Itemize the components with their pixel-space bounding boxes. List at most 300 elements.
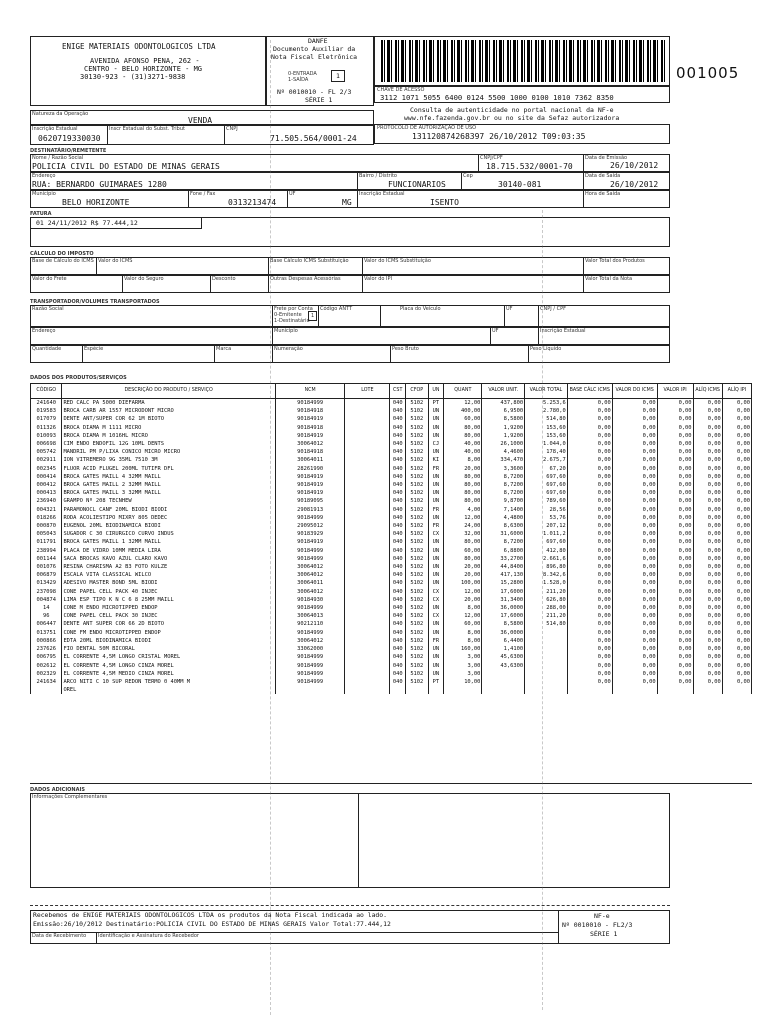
table-cell: UN — [428, 547, 444, 555]
table-cell: 30064012 — [275, 571, 345, 579]
table-cell: 0,00 — [612, 506, 657, 514]
transport-ie-label: Inscrição Estadual — [540, 328, 586, 334]
table-cell: 0,00 — [693, 604, 722, 612]
table-cell: 0,00 — [722, 456, 751, 464]
table-cell: 36,0000 — [482, 629, 525, 637]
table-cell: 5102 — [406, 473, 428, 481]
table-cell: 67,20 — [525, 465, 568, 473]
danfe-title: DANFE — [308, 37, 328, 45]
table-cell — [428, 686, 444, 694]
transport-qty-label: Quantidade — [32, 346, 62, 352]
ie-label: Inscrição Estadual — [32, 126, 78, 132]
table-cell: LIMA ESP TIPO K N C 6 8 25MM MAILL — [62, 596, 275, 604]
danfe-subtitle-2: Nota Fiscal Eletrônica — [271, 53, 358, 61]
table-cell — [657, 686, 693, 694]
table-cell: 0,00 — [567, 399, 612, 408]
table-cell: 5102 — [406, 489, 428, 497]
tax-freight-label: Valor do Frete — [32, 276, 67, 282]
recipient-phone-label: Fone / Fax — [190, 191, 216, 197]
table-cell: ION VITREMERO 9G 35ML 7510 3M — [62, 456, 275, 464]
table-cell: 040 — [390, 465, 406, 473]
col-icms-rate: ALÍQ ICMS — [693, 384, 722, 399]
additional-section: DADOS ADICIONAIS — [30, 787, 85, 793]
table-cell: 010093 — [31, 432, 62, 440]
table-cell: 040 — [390, 596, 406, 604]
table-cell: 0,00 — [693, 662, 722, 670]
transport-plate-label: Placa do Veículo — [400, 306, 441, 312]
danfe-serie: SÉRIE 1 — [305, 96, 333, 104]
transport-address-label: Endereço — [32, 328, 56, 334]
emitter-address: AVENIDA AFONSO PENA, 262 - — [90, 57, 200, 65]
table-cell: EL CORRENTE 4,5M LONGO CINZA MOREL — [62, 662, 275, 670]
tax-other-label: Outras Despesas Acessórias — [270, 276, 341, 282]
table-cell: 0,00 — [722, 489, 751, 497]
table-cell: 004874 — [31, 596, 62, 604]
table-cell: 90184919 — [275, 415, 345, 423]
table-cell: 040 — [390, 456, 406, 464]
table-cell: BROCA GATES MAILL 2 32MM MAILL — [62, 481, 275, 489]
table-cell: 0,00 — [612, 653, 657, 661]
table-cell: 040 — [390, 538, 406, 546]
table-cell: 0,00 — [657, 473, 693, 481]
table-cell: 0,00 — [657, 530, 693, 538]
table-row — [31, 596, 752, 604]
table-row — [31, 456, 752, 464]
table-cell: 0,00 — [612, 670, 657, 678]
transport-section: TRANSPORTADOR/VOLUMES TRANSPORTADOS — [30, 299, 160, 305]
table-cell: 000413 — [31, 489, 62, 497]
col-ncm: NCM — [275, 384, 345, 399]
table-cell: 28,56 — [525, 506, 568, 514]
table-cell: 0,00 — [657, 653, 693, 661]
table-cell: FR — [428, 637, 444, 645]
table-cell: CONE PAPEL CELL PACK 40 INJEC — [62, 588, 275, 596]
table-cell: 20,00 — [444, 563, 482, 571]
table-cell: 0,00 — [693, 547, 722, 555]
table-cell: 0,00 — [722, 596, 751, 604]
table-cell: 000870 — [31, 522, 62, 530]
tax-base-icms-label: Base de Cálculo do ICMS — [32, 258, 94, 264]
table-cell: EUGENOL 20ML BIODINAMICA BIODI — [62, 522, 275, 530]
table-cell: 0,00 — [657, 514, 693, 522]
danfe-saida: 1-SAÍDA — [288, 77, 309, 83]
table-cell — [345, 473, 390, 481]
table-cell: UN — [428, 653, 444, 661]
transport-uf-label: UF — [506, 306, 513, 312]
table-cell: FR — [428, 506, 444, 514]
table-cell: 0,00 — [693, 415, 722, 423]
table-cell: FR — [428, 522, 444, 530]
table-cell: 040 — [390, 612, 406, 620]
table-cell: SACA BROCAS KAVO AZUL CLARO KAVO — [62, 555, 275, 563]
table-cell — [345, 415, 390, 423]
table-cell: 32,00 — [444, 530, 482, 538]
table-cell: 0,00 — [612, 415, 657, 423]
table-cell — [345, 662, 390, 670]
table-cell: 80,00 — [444, 497, 482, 505]
recipient-uf-label: UF — [289, 191, 296, 197]
table-cell: 0,00 — [612, 448, 657, 456]
table-cell: 90184999 — [275, 678, 345, 686]
table-cell: 8,6300 — [482, 522, 525, 530]
table-row — [31, 612, 752, 620]
table-cell: 0,00 — [567, 415, 612, 423]
table-cell: 90184999 — [275, 662, 345, 670]
emitter-name: ENIGE MATERIAIS ODONTOLOGICOS LTDA — [62, 42, 216, 51]
table-cell: 90184999 — [275, 629, 345, 637]
table-cell: 30064012 — [275, 563, 345, 571]
col-unit-value: VALOR UNIT. — [482, 384, 525, 399]
table-cell: BROCA CARB AR 1557 MICRODONT MICRO — [62, 407, 275, 415]
transport-freight-label: Frete por Conta — [274, 306, 313, 312]
table-cell: 5102 — [406, 571, 428, 579]
table-cell: 30064011 — [275, 456, 345, 464]
table-row — [31, 481, 752, 489]
table-cell: UN — [428, 481, 444, 489]
table-cell: DENTE ANT/SUPER COR 62 1M BIOTO — [62, 415, 275, 423]
table-cell: 0,00 — [693, 514, 722, 522]
table-cell: 0,00 — [567, 407, 612, 415]
table-cell: 013429 — [31, 579, 62, 587]
table-cell — [406, 686, 428, 694]
table-cell: 0,00 — [657, 465, 693, 473]
table-row — [31, 579, 752, 587]
receipt-number: Nº 0010010 - FL2/3 — [562, 921, 633, 929]
table-cell: 0,00 — [657, 571, 693, 579]
table-cell: 9,8700 — [482, 497, 525, 505]
table-cell: 040 — [390, 489, 406, 497]
table-cell: 0,00 — [693, 424, 722, 432]
table-cell: 0,00 — [567, 596, 612, 604]
table-row — [31, 489, 752, 497]
table-cell: 0,00 — [612, 604, 657, 612]
table-cell — [444, 686, 482, 694]
table-cell: 153,60 — [525, 424, 568, 432]
recipient-name-label: Nome / Razão Social — [32, 155, 84, 161]
table-cell — [345, 563, 390, 571]
table-cell: 040 — [390, 473, 406, 481]
table-cell — [612, 686, 657, 694]
emitter-district: CENTRO - BELO HORIZONTE - MG — [84, 65, 203, 73]
col-ipi-rate: ALÍQ IPI — [722, 384, 751, 399]
table-cell: 0,00 — [722, 571, 751, 579]
table-row — [31, 399, 752, 408]
table-cell: GRAMPO Nº 208 TECNHEW — [62, 497, 275, 505]
table-row — [31, 424, 752, 432]
table-cell: 96 — [31, 612, 62, 620]
table-row — [31, 547, 752, 555]
scan-mark — [542, 210, 543, 1010]
table-cell: 5102 — [406, 522, 428, 530]
table-cell: 040 — [390, 563, 406, 571]
table-row — [31, 415, 752, 423]
table-row — [31, 604, 752, 612]
table-cell: 1,4100 — [482, 645, 525, 653]
table-cell: UN — [428, 555, 444, 563]
table-cell: 697,60 — [525, 473, 568, 481]
table-cell: 5102 — [406, 506, 428, 514]
col-cst: CST — [390, 384, 406, 399]
table-cell — [693, 686, 722, 694]
table-row — [31, 645, 752, 653]
table-cell: 80,00 — [444, 481, 482, 489]
table-cell: UN — [428, 629, 444, 637]
table-cell: 30064012 — [275, 440, 345, 448]
table-row — [31, 563, 752, 571]
table-cell: UN — [428, 662, 444, 670]
table-cell: 0,00 — [657, 620, 693, 628]
exit-date: 26/10/2012 — [610, 180, 659, 189]
table-cell: RED CALC PA 5000 DIEFARMA — [62, 399, 275, 408]
table-cell: 0,00 — [693, 522, 722, 530]
table-cell: 5102 — [406, 620, 428, 628]
table-cell: 001076 — [31, 563, 62, 571]
table-cell: PT — [428, 399, 444, 408]
table-cell: 8,00 — [444, 456, 482, 464]
table-cell: 0,00 — [693, 637, 722, 645]
table-cell: 29095012 — [275, 522, 345, 530]
emitter-cep-phone: 30130-923 - (31)3271-9838 — [80, 73, 186, 81]
table-cell: 0,00 — [657, 497, 693, 505]
table-cell: 006879 — [31, 571, 62, 579]
table-cell: 0,00 — [657, 670, 693, 678]
table-cell: 0,00 — [657, 547, 693, 555]
table-cell: 040 — [390, 440, 406, 448]
table-cell: 514,80 — [525, 620, 568, 628]
table-cell: 0,00 — [612, 514, 657, 522]
table-cell: UN — [428, 579, 444, 587]
access-consult-1: Consulta de autenticidade no portal nacional da NF-e — [410, 106, 614, 114]
table-cell: 0,00 — [657, 432, 693, 440]
table-cell: 0,00 — [612, 662, 657, 670]
table-cell: 90184918 — [275, 407, 345, 415]
table-cell: BROCA GATES MAILL 3 32MM MAILL — [62, 489, 275, 497]
invoice-section: FATURA — [30, 211, 52, 217]
tax-insurance-label: Valor do Seguro — [124, 276, 164, 282]
recipient-city: BELO HORIZONTE — [62, 198, 130, 207]
table-cell — [345, 448, 390, 456]
table-cell: 005742 — [31, 448, 62, 456]
table-cell: 0,00 — [693, 678, 722, 686]
table-cell: 40,00 — [444, 448, 482, 456]
table-cell: 040 — [390, 415, 406, 423]
table-cell: 90184999 — [275, 514, 345, 522]
table-cell: 20,00 — [444, 596, 482, 604]
table-cell: ADESIVO MASTER BOND 5ML BIODI — [62, 579, 275, 587]
table-cell: RESINA CHARISMA A2 B3 FOTO KULZE — [62, 563, 275, 571]
danfe-entrada: 0-ENTRADA — [288, 71, 317, 77]
table-row — [31, 571, 752, 579]
table-cell: 0,00 — [722, 415, 751, 423]
table-cell: 5102 — [406, 662, 428, 670]
table-cell: 90184999 — [275, 555, 345, 563]
table-cell: 31,6000 — [482, 530, 525, 538]
col-unit: UN — [428, 384, 444, 399]
table-cell: 0,00 — [722, 465, 751, 473]
table-cell: PARAMONOCL CANF 20ML BIODI BIODI — [62, 506, 275, 514]
receipt-date-label: Data de Recebimento — [32, 933, 87, 939]
table-cell: 040 — [390, 571, 406, 579]
table-cell: 0,00 — [693, 473, 722, 481]
table-cell: 0,00 — [567, 538, 612, 546]
col-cfop: CFOP — [406, 384, 428, 399]
table-cell: 0,00 — [567, 579, 612, 587]
document-number: 001005 — [676, 64, 740, 82]
table-cell: 207,12 — [525, 522, 568, 530]
table-cell: 040 — [390, 678, 406, 686]
table-row — [31, 670, 752, 678]
table-cell: 0,00 — [657, 407, 693, 415]
table-cell: 90184999 — [275, 547, 345, 555]
table-cell: 3,00 — [444, 662, 482, 670]
table-cell: 334,470 — [482, 456, 525, 464]
table-cell: ARCO NITI C 10 SUP REDON TERMO 0 40MM M — [62, 678, 275, 686]
table-cell: 90184919 — [275, 432, 345, 440]
table-cell: 0,00 — [657, 555, 693, 563]
table-cell: 0,00 — [722, 555, 751, 563]
table-cell: 0,00 — [657, 563, 693, 571]
transport-uf2-label: UF — [492, 328, 499, 334]
table-cell: 0,00 — [722, 645, 751, 653]
table-cell: 0,00 — [567, 448, 612, 456]
transport-emitente-label: 0-Emitente — [274, 312, 302, 318]
table-cell: 0,00 — [722, 678, 751, 686]
table-cell — [525, 662, 568, 670]
table-cell: 90184930 — [275, 596, 345, 604]
table-cell: 0,00 — [567, 670, 612, 678]
table-cell: 0,00 — [567, 563, 612, 571]
table-cell: 30064012 — [275, 637, 345, 645]
freight-value: 1 — [311, 313, 315, 319]
table-cell: 0,00 — [722, 670, 751, 678]
receipt-line-2: Emissão:26/10/2012 Destinatário:POLICIA CIVIL DO ESTADO DE MINAS GERAIS Valor Total:77.444,12 — [33, 920, 391, 928]
table-cell: 004321 — [31, 506, 62, 514]
table-cell — [345, 432, 390, 440]
table-cell: 80,00 — [444, 473, 482, 481]
table-cell: 30064011 — [275, 579, 345, 587]
table-cell — [525, 670, 568, 678]
table-cell: 002612 — [31, 662, 62, 670]
table-cell: 0,00 — [612, 588, 657, 596]
table-row — [31, 407, 752, 415]
table-cell: PT — [428, 678, 444, 686]
recipient-cep: 30140-081 — [498, 180, 542, 189]
receipt-nfe: NF-e — [594, 912, 610, 920]
table-cell: 237626 — [31, 645, 62, 653]
table-cell: 0,00 — [612, 563, 657, 571]
cnpj-value: 71.505.564/0001-24 — [270, 134, 357, 143]
table-cell: 0,00 — [722, 481, 751, 489]
table-cell: CX — [428, 596, 444, 604]
table-cell: DENTE ANT SUPER COR 66 2D BIOTO — [62, 620, 275, 628]
table-cell — [345, 489, 390, 497]
recipient-ie: ISENTO — [430, 198, 459, 207]
exit-time-label: Hora de Saída — [585, 191, 621, 197]
table-row — [31, 686, 752, 694]
table-cell: 040 — [390, 424, 406, 432]
recipient-address-label: Endereço — [32, 173, 56, 179]
table-cell: 45,6300 — [482, 653, 525, 661]
table-row — [31, 432, 752, 440]
recipient-name: POLICIA CIVIL DO ESTADO DE MINAS GERAIS — [32, 162, 220, 171]
table-cell: UN — [428, 489, 444, 497]
table-cell: 0,00 — [567, 645, 612, 653]
col-lot: LOTE — [345, 384, 390, 399]
table-cell: 0,00 — [693, 440, 722, 448]
table-cell: 0,00 — [693, 588, 722, 596]
table-cell — [482, 686, 525, 694]
table-cell — [345, 530, 390, 538]
table-cell: CX — [428, 588, 444, 596]
table-cell: UN — [428, 407, 444, 415]
table-cell: 0,00 — [693, 555, 722, 563]
table-cell: 24,00 — [444, 522, 482, 530]
table-cell: 0,00 — [657, 522, 693, 530]
recipient-ie-label: Inscrição Estadual — [359, 191, 405, 197]
table-cell: 001144 — [31, 555, 62, 563]
table-cell: UN — [428, 415, 444, 423]
table-cell: 8,00 — [444, 637, 482, 645]
table-cell — [345, 555, 390, 563]
col-icms-value: VALOR DO ICMS — [612, 384, 657, 399]
table-cell: 0,00 — [693, 465, 722, 473]
table-cell — [525, 678, 568, 686]
table-cell — [345, 612, 390, 620]
transport-city-label: Município — [274, 328, 298, 334]
table-cell — [345, 670, 390, 678]
table-cell: 0,00 — [722, 653, 751, 661]
table-cell: 0,00 — [657, 645, 693, 653]
recipient-address: RUA: BERNARDO GUIMARAES 1280 — [32, 180, 167, 189]
table-cell: UN — [428, 604, 444, 612]
table-cell: 0,00 — [722, 579, 751, 587]
table-cell: 160,00 — [444, 645, 482, 653]
table-cell: 0,00 — [722, 514, 751, 522]
table-cell: MANDRIL PM P/LIXA CONICO MICRO MICRO — [62, 448, 275, 456]
table-cell: 0,00 — [657, 588, 693, 596]
table-cell: 0,00 — [693, 407, 722, 415]
table-cell — [345, 399, 390, 408]
table-cell: 10,00 — [444, 678, 482, 686]
table-cell: 5102 — [406, 538, 428, 546]
table-cell: CX — [428, 530, 444, 538]
table-cell: 0,00 — [657, 456, 693, 464]
table-cell: 006447 — [31, 620, 62, 628]
table-cell: 6,9500 — [482, 407, 525, 415]
table-cell: 040 — [390, 653, 406, 661]
table-cell: 0,00 — [722, 407, 751, 415]
table-cell: 437,800 — [482, 399, 525, 408]
tax-icms-sub-label: Valor do ICMS Substituição — [364, 258, 431, 264]
transport-gross-label: Peso Bruto — [392, 346, 419, 352]
invoice-line: 01 24/11/2012 R$ 77.444,12 — [36, 219, 138, 227]
table-cell — [722, 686, 751, 694]
table-cell: 5102 — [406, 645, 428, 653]
tax-base-sub-label: Base Cálculo ICMS Substituição — [270, 258, 349, 264]
table-cell: 0,00 — [612, 424, 657, 432]
table-cell: 0,00 — [657, 629, 693, 637]
danfe-number: Nº 0010010 - FL 2/3 — [277, 88, 352, 96]
table-cell: 400,00 — [444, 407, 482, 415]
table-cell: 0,00 — [657, 612, 693, 620]
receipt-sign-label: Identificação e Assinatura do Recebedor — [98, 933, 199, 939]
table-cell: 697,60 — [525, 538, 568, 546]
table-cell: KI — [428, 456, 444, 464]
table-cell: 153,60 — [525, 432, 568, 440]
table-cell: 040 — [390, 522, 406, 530]
table-row — [31, 620, 752, 628]
table-cell: 20,00 — [444, 465, 482, 473]
